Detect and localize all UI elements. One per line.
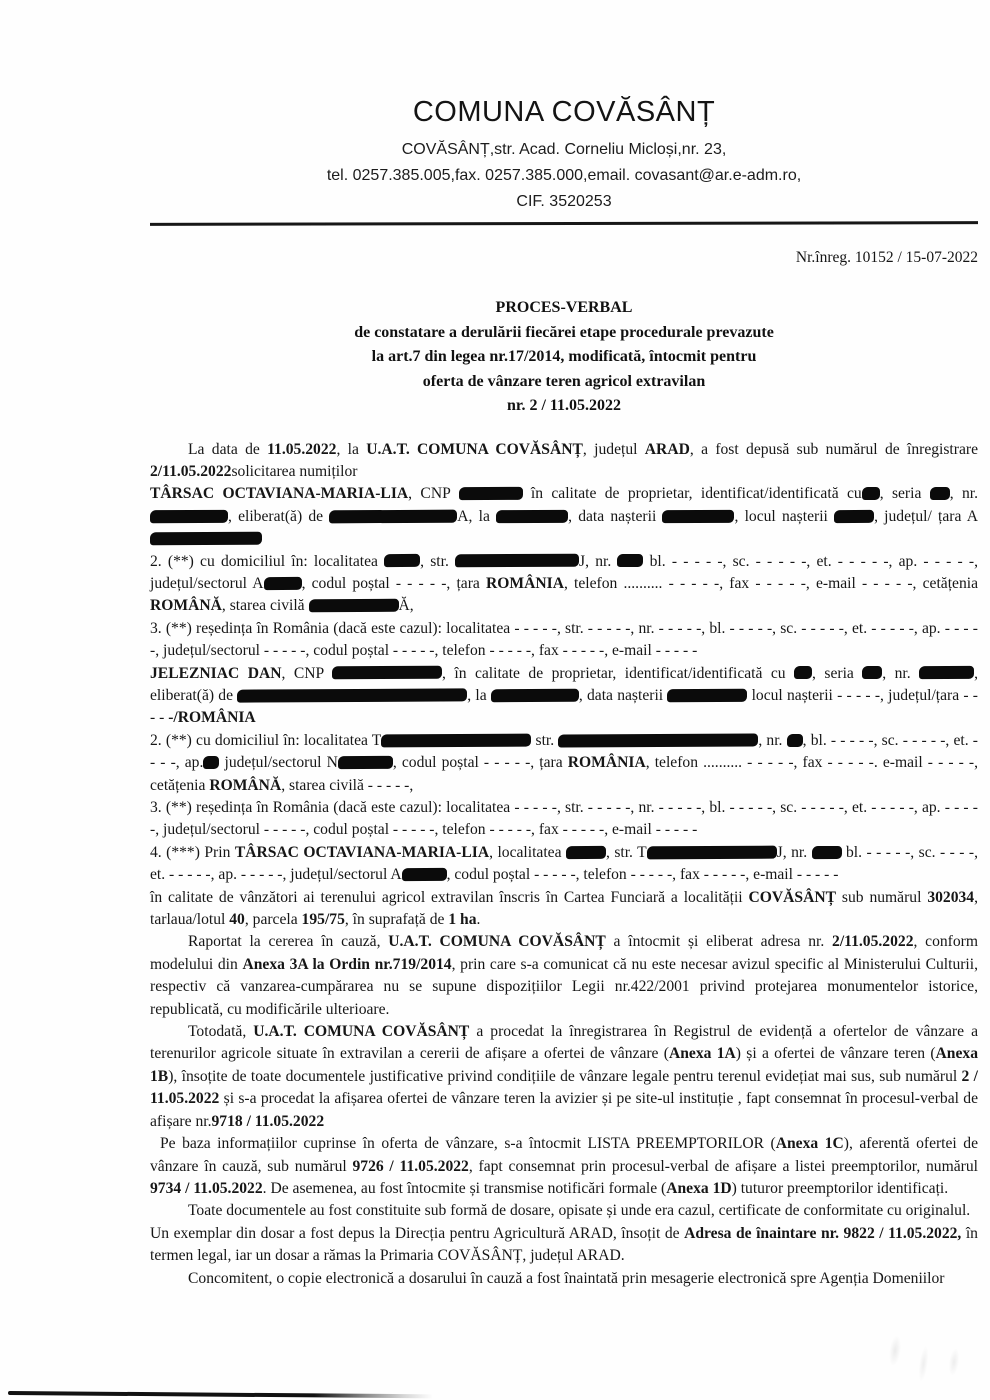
paragraph xyxy=(150,1133,978,1200)
bold-text: 2/11.05.2022 xyxy=(832,933,914,951)
text-run: , conform modelului din xyxy=(150,933,978,973)
redaction-bar xyxy=(455,554,579,568)
text-run: J, nr. xyxy=(776,843,812,861)
text-run: , locul nașterii xyxy=(734,507,835,525)
text-run: 2. (**) cu domiciliul în: localitatea xyxy=(150,552,385,570)
paragraph xyxy=(150,842,978,887)
text-run: , bl. - - - - -, sc. - - - - -, et. - - - -, ap. xyxy=(150,731,978,772)
text-run: , data nașterii xyxy=(568,507,663,525)
text-run: a întocmit și eliberat adresa nr. xyxy=(605,933,833,951)
redaction-bar xyxy=(308,599,398,612)
text-run: , parcela xyxy=(244,911,302,929)
text-run: în calitate de vânzători ai terenului agricol extravilan înscris în Cartea Funciară a localității xyxy=(150,888,749,906)
doc-title-line: la art.7 din legea nr.17/2014, modificată, întocmit pentru xyxy=(371,348,757,365)
text-run: , județul/ țara A xyxy=(874,507,978,525)
text-run: , telefon .......... - - - - -, fax - - - - -. e-mail - - - - -, cetățenia xyxy=(150,754,979,794)
redaction-bar xyxy=(150,509,228,522)
redaction-bar xyxy=(787,734,803,747)
text-run: 4. (***) Prin xyxy=(150,843,235,861)
text-run: , a fost depusă sub numărul de înregistrare xyxy=(689,440,978,458)
letterhead-contact: tel. 0257.385.005,fax. 0257.385.000,email. covasant@ar.e-adm.ro, xyxy=(326,167,802,184)
text-run: , nr. xyxy=(882,664,920,682)
bold-text: ARAD xyxy=(644,440,690,458)
text-run: , telefon .......... - - - - -, fax - - - - -, e-mail - - - - -, cetățenia xyxy=(563,574,978,592)
redaction-bar xyxy=(558,733,758,747)
text-run: a procedat la înregistrarea în Registrul de evidență a ofertelor de vânzare a terenurilor agricole situate în extravilan a cererii de afișare a ofertei de vânzare ( xyxy=(150,1023,978,1063)
bold-text: ROMÂNĂ xyxy=(150,597,222,615)
bold-text: U.A.T. COMUNA COVĂSÂNȚ xyxy=(366,440,583,458)
text-run: bl. - - - - -, sc. - - - - -, et. - - - - -, ap. - - - - -, județul/sectorul A xyxy=(150,552,979,592)
text-run: 2. (**) cu domiciliul în: localitatea T xyxy=(150,731,382,749)
redaction-bar xyxy=(402,868,447,881)
text-run: , nr. xyxy=(758,731,787,749)
bold-text: ROMÂNIA xyxy=(486,574,564,592)
text-run: solicitarea numiților xyxy=(231,462,358,480)
document-body xyxy=(150,439,978,1290)
bold-text: -/ROMÂNIA xyxy=(168,709,256,727)
bold-text: ROMÂNĂ xyxy=(209,776,282,794)
redaction-bar xyxy=(617,554,643,567)
bold-text: 2/11.05.2022 xyxy=(150,462,232,480)
redaction-bar xyxy=(862,666,882,679)
text-run: , CNP xyxy=(408,485,459,503)
doc-title-line: oferta de vânzare teren agricol extravilan xyxy=(422,372,706,390)
bold-text: U.A.T. COMUNA COVĂSÂNȚ xyxy=(388,933,606,951)
redaction-bar xyxy=(930,487,950,500)
text-run: , în calitate de proprietar, identificat/identificată cu xyxy=(442,664,795,682)
text-run: și s-a procedat la afișarea ofertei de vânzare teren la avizier și pe site-ul instituție , fapt consemnat în procesul-verbal de afișare nr. xyxy=(150,1090,978,1130)
redaction-bar xyxy=(794,666,812,679)
bold-text: 9726 / 11.05.2022 xyxy=(352,1157,469,1175)
letterhead xyxy=(150,0,978,225)
text-run: , seria xyxy=(812,664,863,682)
divider-rule xyxy=(150,221,978,226)
redaction-bar xyxy=(264,577,302,590)
bold-text: COVĂSÂNȚ xyxy=(748,888,837,906)
bold-text: 11.05.2022 xyxy=(267,440,337,458)
doc-title-line: de constatare a derulării fiecărei etape procedurale prevazute xyxy=(354,323,774,341)
text-run: în termen legal, iar un dosar a rămas la Primaria COVĂSÂNȚ, județul ARAD. xyxy=(150,1224,978,1265)
bold-text: 40 xyxy=(229,911,245,929)
text-run: , starea civilă xyxy=(221,597,309,615)
redaction-bar xyxy=(862,487,880,500)
text-run: , str. xyxy=(420,552,456,570)
redaction-bar xyxy=(919,666,974,679)
text-run: ), însoțite de toate documentele justificative privind condițiile de vânzare legale pentru terenul evidețiat mai sus, sub numărul xyxy=(168,1067,962,1085)
bold-text: 2 / 11.05.2022 xyxy=(150,1067,978,1108)
text-run: , la xyxy=(336,440,367,458)
redaction-bar xyxy=(203,756,219,769)
text-run: 3. (**) reședința în România (dacă este cazul): localitatea - - - - -, str. - - - - -, nr. - - - - -, bl. - - - - -, sc. - - - - -, et. - - - - -, ap. - - - - -, județul/sectorul - - - - -, codul poștal - - - - -, telefon - - - - -, fax - - - - -, e-mail - - - - - xyxy=(150,619,978,660)
text-run: Un exemplar din dosar a fost depus la Direcția pentru Agricultură ARAD, însoțit de xyxy=(150,1224,685,1242)
redaction-bar xyxy=(150,532,262,546)
text-run: bl. - - - - -, sc. - - - -, et. - - - - -, ap. - - - - -, județul/sectorul A xyxy=(150,843,978,884)
bold-text: Anexa 1D xyxy=(666,1179,732,1197)
text-run: , prin care s-a comunicat că nu este necesar avizul specific al Ministerului Culturii, respectiv că vanzarea-cumpărarea nu se supune dispozițiilor Legii nr.422/2001 privind protejarea monumentelor istorice, republicată, cu modificările ulterioare. xyxy=(150,955,978,1018)
paragraph xyxy=(150,797,978,842)
bold-text: 302034 xyxy=(927,888,975,906)
text-run: La data de xyxy=(188,440,268,458)
bold-text: ROMÂNIA xyxy=(567,754,646,772)
text-run: Pe baza informațiilor cuprinse în oferta de vânzare, s-a întocmit LISTA PREEMPTORILOR ( xyxy=(160,1135,776,1153)
bold-text: 195/75 xyxy=(301,911,345,929)
scan-artifact-smudge xyxy=(854,1322,981,1398)
paragraph xyxy=(150,439,978,484)
paragraph xyxy=(150,1021,978,1133)
paragraph xyxy=(150,887,978,932)
paragraph xyxy=(150,618,978,663)
text-run: , eliberat(ă) de xyxy=(150,664,978,704)
text-run: , str. T xyxy=(605,843,647,861)
letterhead-address-block xyxy=(150,137,978,215)
document-content xyxy=(150,0,978,1290)
paragraph xyxy=(150,1200,978,1222)
redaction-bar xyxy=(834,510,874,523)
text-run: A, la xyxy=(457,507,497,525)
text-run: , seria xyxy=(879,485,930,503)
bold-text: TÂRSAC OCTAVIANA-MARIA-LIA xyxy=(234,843,490,861)
redaction-bar xyxy=(662,509,734,522)
redaction-bar xyxy=(237,688,467,702)
bold-text: U.A.T. COMUNA COVĂSÂNȚ xyxy=(253,1023,470,1041)
redaction-bar xyxy=(812,846,842,859)
bold-text: TÂRSAC OCTAVIANA-MARIA-LIA xyxy=(150,485,409,503)
paragraph xyxy=(150,1268,978,1290)
text-run: , județul xyxy=(582,440,645,458)
text-run: Ă, xyxy=(398,597,414,615)
text-run: J, nr. xyxy=(579,552,618,570)
text-run: str. xyxy=(531,731,559,749)
text-run: Toate documentele au fost constituite sub formă de dosare, opisate și unde era cazul, certificate de conformitate cu originalul. xyxy=(188,1202,971,1220)
letterhead-org-name: COMUNA COVĂSÂNȚ xyxy=(412,96,716,128)
text-run: ) și a ofertei de vânzare teren ( xyxy=(735,1045,936,1063)
text-run: ) tuturor preemptorilor identificați. xyxy=(731,1179,949,1197)
document-title xyxy=(150,296,978,419)
bold-text: Adresa de înaintare nr. 9822 / 11.05.2022, xyxy=(684,1224,962,1242)
text-run: , codul poștal - - - - -, țara xyxy=(301,574,486,592)
redaction-bar xyxy=(647,845,777,859)
text-run: , eliberat(ă) de xyxy=(228,507,330,525)
redaction-bar xyxy=(381,733,531,747)
bold-text: 9734 / 11.05.2022 xyxy=(150,1179,263,1197)
redaction-bar xyxy=(496,509,568,522)
paragraph xyxy=(150,730,978,797)
paragraph xyxy=(150,931,978,1021)
redaction-bar xyxy=(667,689,747,702)
text-run: județul/sectorul N xyxy=(219,754,338,772)
text-run: , fapt consemnat prin procesul-verbal de afișare a listei preemptorilor, numărul xyxy=(468,1157,978,1175)
bold-text: 1 ha xyxy=(448,911,477,929)
text-run: sub numărul xyxy=(836,888,928,906)
doc-title-line: PROCES-VERBAL xyxy=(495,299,633,316)
text-run: 3. (**) reședința în România (dacă este cazul): localitatea - - - - -, str. - - - - -, nr. - - - - -, bl. - - - - -, sc. - - - - -, et. - - - - -, ap. - - - - -, județul/sectorul - - - - -, codul poștal - - - - -, telefon - - - - -, fax - - - - -, e-mail - - - - - xyxy=(150,799,978,839)
bold-text: 9718 / 11.05.2022 xyxy=(211,1112,325,1130)
text-run: Raportat la cererea în cauză, xyxy=(188,933,389,951)
redaction-bar xyxy=(384,554,420,567)
letterhead-cif: CIF. 3520253 xyxy=(516,193,612,210)
registration-number: Nr.înreg. 10152 / 15-07-2022 xyxy=(795,249,978,266)
redaction-bar xyxy=(459,487,523,500)
scan-artifact-line xyxy=(8,1391,433,1398)
bold-text: Anexa 1A xyxy=(668,1045,736,1063)
redaction-bar xyxy=(332,666,442,680)
text-run: , tarlaua/lotul xyxy=(150,888,978,929)
text-run: . De asemenea, au fost întocmite și transmise notificări formale ( xyxy=(262,1179,667,1197)
bold-text: Anexa 1B xyxy=(150,1045,978,1085)
redaction-bar xyxy=(329,509,457,523)
bold-text: JELEZNIAC DAN xyxy=(150,664,282,682)
paragraph xyxy=(150,483,978,550)
text-run: Totodată, xyxy=(188,1023,254,1041)
text-run: ), aferentă ofertei de vânzare în cauză, sub numărul xyxy=(150,1135,978,1175)
letterhead-address: COVĂSÂNȚ,str. Acad. Corneliu Micloși,nr. 23, xyxy=(401,141,727,158)
text-run: , localitatea xyxy=(489,843,566,861)
text-run: , în suprafață de xyxy=(344,911,449,929)
text-run: , codul poștal - - - - -, țara xyxy=(392,754,568,772)
text-run: , codul poștal - - - - -, telefon - - - - -, fax - - - - -, e-mail - - - - - xyxy=(446,866,839,884)
text-run: în calitate de proprietar, identificat/identificată cu xyxy=(522,485,862,503)
text-run: Concomitent, o copie electronică a dosarului în cauză a fost înaintată prin mesagerie electronică spre Agenția Domeniilor xyxy=(188,1269,945,1287)
bold-text: Anexa 3A la Ordin nr.719/2014 xyxy=(242,955,452,973)
text-run: , nr. xyxy=(949,485,979,503)
redaction-bar xyxy=(338,756,393,769)
paragraph xyxy=(150,663,978,730)
paragraph xyxy=(150,1223,978,1268)
redaction-bar xyxy=(491,689,579,702)
redaction-bar xyxy=(566,846,606,859)
bold-text: Anexa 1C xyxy=(775,1135,844,1153)
text-run: . xyxy=(476,911,481,929)
text-run: , data nașterii xyxy=(578,686,668,704)
text-run: , la xyxy=(467,686,491,704)
text-run: locul nașterii - - - - -, județul/țara - - - - xyxy=(150,686,979,727)
doc-title-line: nr. 2 / 11.05.2022 xyxy=(506,397,622,414)
text-run: , CNP xyxy=(281,664,333,682)
text-run: , starea civilă - - - - -, xyxy=(281,776,414,794)
paragraph xyxy=(150,551,978,618)
